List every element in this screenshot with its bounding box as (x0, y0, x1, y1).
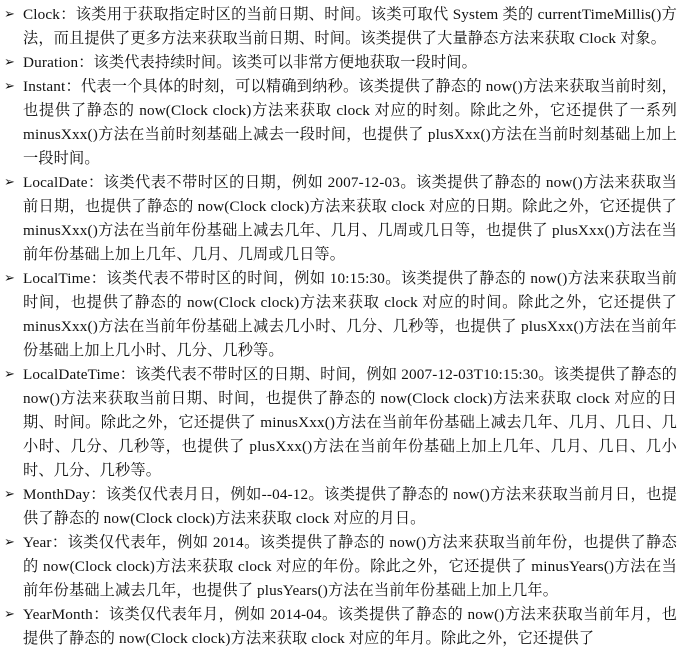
class-name: Instant (23, 78, 66, 95)
arrow-bullet-icon: ➢ (4, 55, 16, 70)
class-name: YearMonth (23, 606, 93, 623)
arrow-bullet-icon: ➢ (4, 535, 16, 550)
list-item (0, 531, 687, 603)
list-item (0, 267, 687, 363)
class-name: LocalDate (23, 174, 88, 191)
class-name: Duration (23, 54, 79, 71)
arrow-bullet-icon: ➢ (4, 607, 16, 622)
list-item (0, 483, 687, 531)
class-description: ：代表一个具体的时刻，可以精确到纳秒。该类提供了静态的 now()方法来获取当前时刻，也提供了静态的 now(Clock clock)方法来获取 clock 对应的时刻。除此之外，它还提供了一系列 minusXxx()方法在当前时刻基础上减去一段时间，也提供了 plusXxx()方法在当前时刻基础上加上一段时间。 (23, 78, 677, 167)
class-description: ：该类代表不带时区的日期、时间，例如 2007-12-03T10:15:30。该类提供了静态的 now()方法来获取当前日期、时间，也提供了静态的 now(Clock clock)方法来获取 clock 对应的日期、时间。除此之外，它还提供了 minusXxx()方法在当前年份基础上减去几年、几月、几日、几小时、几分、几秒等，也提供了 plusXxx()方法在当前年份基础上加上几年、几月、几日、几小时、几分、几秒等。 (23, 366, 677, 479)
class-description: ：该类代表不带时区的日期，例如 2007-12-03。该类提供了静态的 now()方法来获取当前日期，也提供了静态的 now(Clock clock)方法来获取 clock 对应的日期。除此之外，它还提供了 minusXxx()方法在当前年份基础上减去几年、几月、几周或几日等，也提供了 plusXxx()方法在当前年份基础上加上几年、几月、几周或几日等。 (23, 174, 677, 263)
class-name: MonthDay (23, 486, 91, 503)
class-description: ：该类代表不带时区的时间，例如 10:15:30。该类提供了静态的 now()方法来获取当前时间，也提供了静态的 now(Clock clock)方法来获取 clock 对应的时间。除此之外，它还提供了 minusXxx()方法在当前年份基础上减去几小时、几分、几秒等，也提供了 plusXxx()方法在当前年份基础上加上几小时、几分、几秒等。 (23, 270, 677, 359)
arrow-bullet-icon: ➢ (4, 367, 16, 382)
list-item (0, 363, 687, 483)
class-description: ：该类仅代表年，例如 2014。该类提供了静态的 now()方法来获取当前年份，也提供了静态的 now(Clock clock)方法来获取 clock 对应的年份。除此之外，它还提供了 minusYears()方法在当前年份基础上减去几年，也提供了 plusYears()方法在当前年份基础上加上几年。 (23, 534, 677, 599)
list-item (0, 3, 687, 51)
class-description: ：该类仅代表年月，例如 2014-04。该类提供了静态的 now()方法来获取当前年月，也提供了静态的 now(Clock clock)方法来获取 clock 对应的年月。除此之外，它还提供了 (23, 606, 677, 647)
class-description: ：该类用于获取指定时区的当前日期、时间。该类可取代 System 类的 currentTimeMillis()方法，而且提供了更多方法来获取当前日期、时间。该类提供了大量静态方法来获取 Clock 对象。 (23, 6, 677, 47)
class-description: ：该类代表持续时间。该类可以非常方便地获取一段时间。 (78, 54, 477, 71)
class-name: LocalDateTime (23, 366, 120, 383)
arrow-bullet-icon: ➢ (4, 7, 16, 22)
class-description: ：该类仅代表月日，例如--04-12。该类提供了静态的 now()方法来获取当前月日，也提供了静态的 now(Clock clock)方法来获取 clock 对应的月日。 (23, 486, 677, 527)
arrow-bullet-icon: ➢ (4, 175, 16, 190)
arrow-bullet-icon: ➢ (4, 487, 16, 502)
class-name: Year (23, 534, 52, 551)
arrow-bullet-icon: ➢ (4, 79, 16, 94)
list-item (0, 171, 687, 267)
list-item (0, 51, 687, 75)
class-name: LocalTime (23, 270, 91, 287)
list-item (0, 75, 687, 171)
arrow-bullet-icon: ➢ (4, 271, 16, 286)
class-name: Clock (23, 6, 61, 23)
list-item (0, 603, 687, 651)
